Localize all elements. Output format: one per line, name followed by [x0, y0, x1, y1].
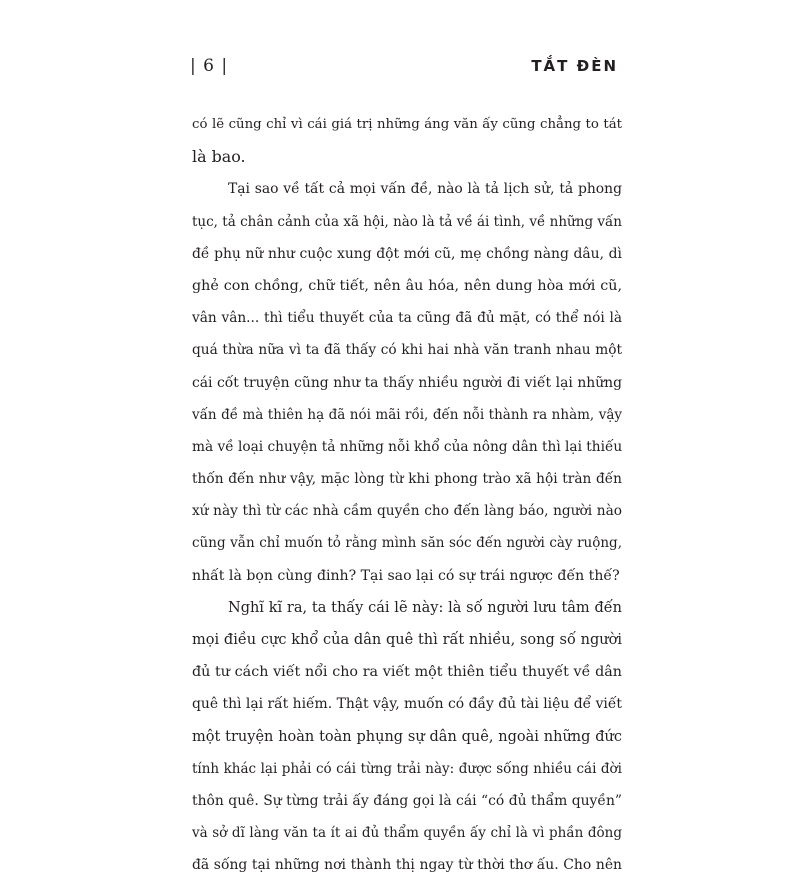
text-line: đề phụ nữ như cuộc xung đột mới cũ, mẹ chồng nàng dâu, dì [192, 245, 622, 262]
body-text [192, 109, 622, 882]
text-line: xứ này thì từ các nhà cầm quyền cho đến làng báo, người nào [192, 503, 622, 520]
text-line: vân vân... thì tiểu thuyết của ta cũng đã đủ mặt, có thể nói là [192, 310, 622, 327]
text-line: mọi điều cực khổ của dân quê thì rất nhiều, song số người [192, 632, 622, 648]
text-line: nhất là bọn cùng đinh? Tại sao lại có sự trái ngược đến thế? [192, 567, 620, 584]
text-line: tính khác lại phải có cái từng trải này: được sống nhiều cái đời [192, 760, 622, 777]
running-title: TẮT ĐÈN [531, 57, 618, 75]
page-number: | 6 | [190, 56, 229, 76]
text-line: và sở dĩ làng văn ta ít ai đủ thẩm quyền ấy chỉ là vì phần đông [192, 825, 622, 842]
text-line: cũng vẫn chỉ muốn tỏ rằng mình săn sóc đến người cày ruộng, [192, 535, 622, 552]
text-line: có lẽ cũng chỉ vì cái giá trị những áng văn ấy cũng chẳng to tát [192, 117, 622, 132]
text-line: quê thì lại rất hiếm. Thật vậy, muốn có đầy đủ tài liệu để viết [192, 696, 622, 713]
text-line: thốn đến như vậy, mặc lòng từ khi phong trào xã hội tràn đến [192, 471, 622, 488]
text-line: Nghĩ kĩ ra, ta thấy cái lẽ này: là số người lưu tâm đến [228, 599, 622, 616]
text-line: cái cốt truyện cũng như ta thấy nhiều người đi viết lại những [192, 374, 622, 391]
text-line: tục, tả chân cảnh của xã hội, nào là tả về ái tình, về những vấn [192, 213, 622, 230]
text-line: mà về loại chuyện tả những nỗi khổ của nông dân thì lại thiếu [192, 438, 623, 455]
text-line: một truyện hoàn toàn phụng sự dân quê, ngoài những đức [192, 728, 622, 745]
text-line: đủ tư cách viết nổi cho ra viết một thiên tiểu thuyết về dân [192, 664, 622, 681]
text-line: ghẻ con chồng, chữ tiết, nên âu hóa, nên dung hòa mới cũ, [192, 277, 622, 294]
text-line: đã sống tại những nơi thành thị ngay từ thời thơ ấu. Cho nên [192, 857, 622, 874]
text-line: là bao. [192, 147, 246, 167]
text-line: vấn đề mà thiên hạ đã nói mãi rồi, đến nỗi thành ra nhàm, vậy [192, 406, 622, 423]
text-line: Tại sao về tất cả mọi vấn đề, nào là tả lịch sử, tả phong [228, 181, 622, 198]
text-line: quá thừa nữa vì ta đã thấy có khi hai nhà văn tranh nhau một [192, 342, 622, 359]
text-line: thôn quê. Sự từng trải ấy đáng gọi là cái “có đủ thẩm quyền” [192, 792, 622, 809]
